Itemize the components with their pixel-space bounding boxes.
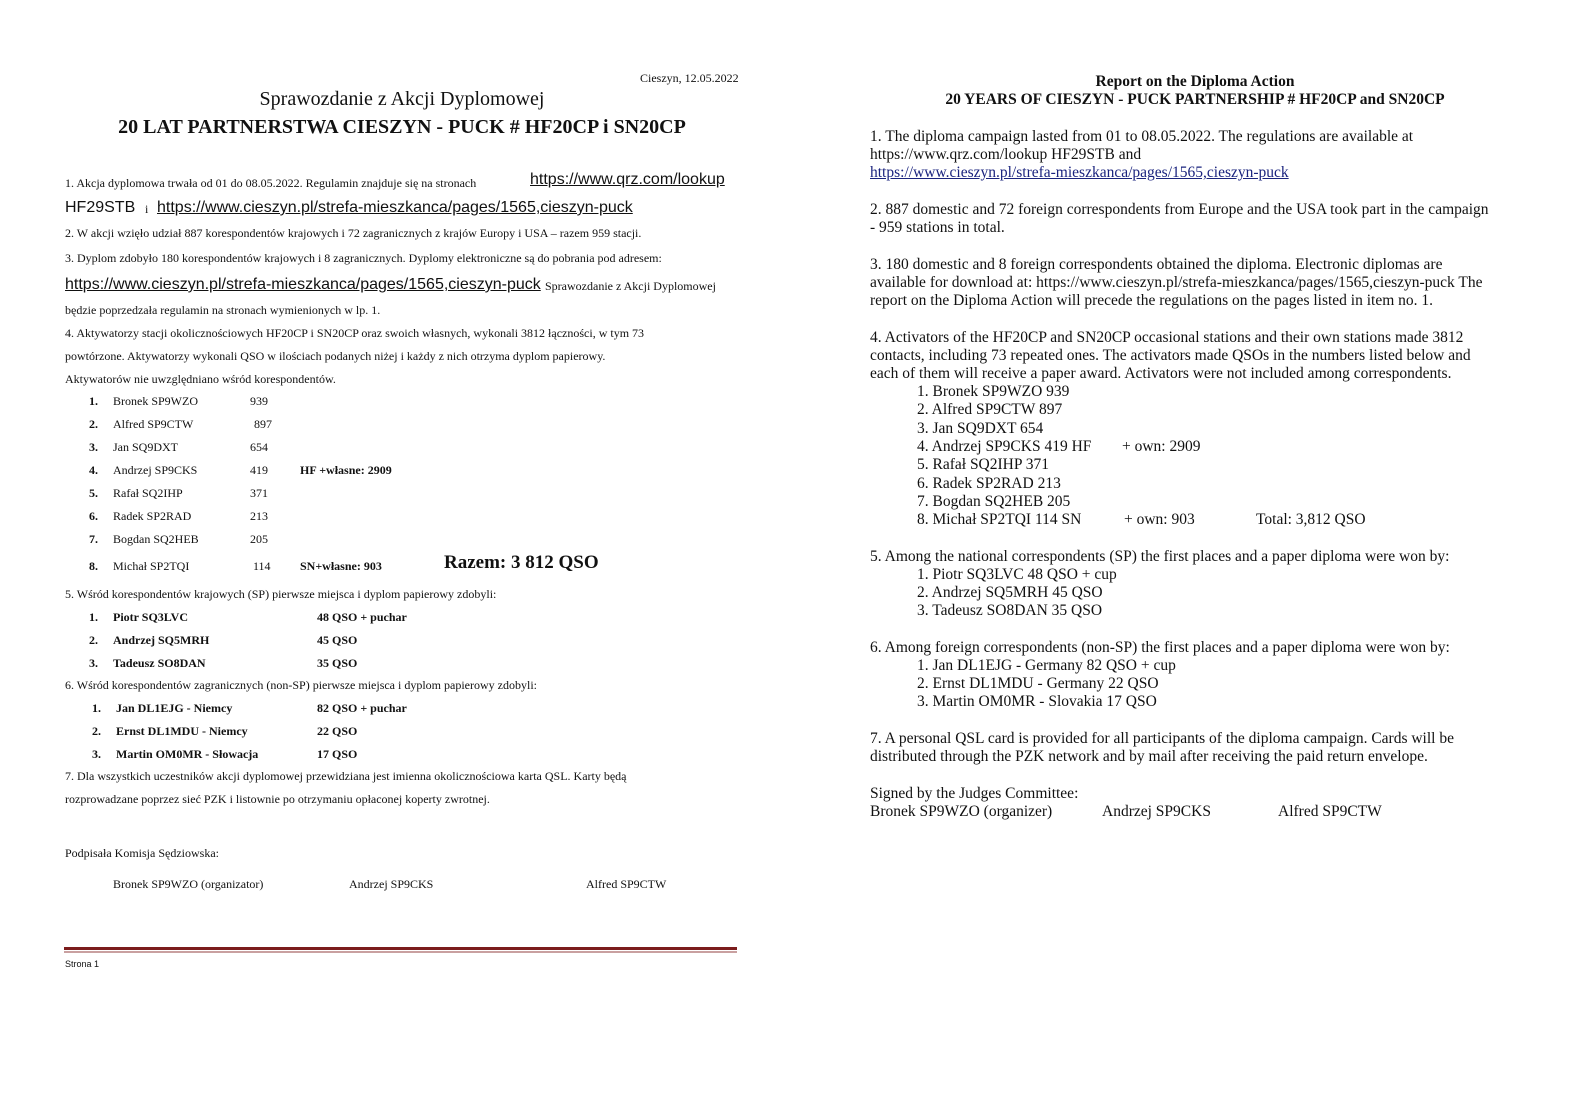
list-item-num: 3. xyxy=(89,656,98,670)
en-p1-line1: 1. The diploma campaign lasted from 01 to 08.05.2022. The regulations are available at xyxy=(870,128,1414,145)
list-item-num: 3. xyxy=(92,747,101,761)
pl-and: i xyxy=(145,202,149,216)
en-signed-by: Signed by the Judges Committee: xyxy=(870,785,1079,802)
en-cieszyn-link[interactable]: https://www.cieszyn.pl/strefa-mieszkanca/pages/1565,cieszyn-puck xyxy=(870,164,1289,181)
footer-divider-light xyxy=(64,951,737,953)
en-p3-line2: available for download at: https://www.cieszyn.pl/strefa-mieszkanca/pages/1565,cieszyn-puck The xyxy=(870,274,1483,291)
list-item: 1. Piotr SQ3LVC 48 QSO + cup xyxy=(917,566,1117,583)
pl-signature-2: Andrzej SP9CKS xyxy=(349,877,434,891)
pl-p1-text: 1. Akcja dyplomowa trwała od 01 do 08.05.2022. Regulamin znajduje się na stronach xyxy=(65,176,477,190)
pl-total-qso: Razem: 3 812 QSO xyxy=(444,552,599,573)
en-p7-line1: 7. A personal QSL card is provided for all participants of the diploma campaign. Cards will be xyxy=(870,730,1454,747)
list-item-result: 48 QSO + puchar xyxy=(317,610,407,624)
list-item-result: 17 QSO xyxy=(317,747,358,761)
page-title-en: Report on the Diploma Action xyxy=(1095,73,1295,90)
list-item-num: 2. xyxy=(92,724,101,738)
list-item-num: 7. xyxy=(89,532,98,546)
pl-callsign: HF29STB xyxy=(65,199,136,216)
list-item: 1. Bronek SP9WZO 939 xyxy=(917,383,1070,400)
list-item-note: SN+własne: 903 xyxy=(300,559,382,573)
en-signature-3: Alfred SP9CTW xyxy=(1278,803,1382,820)
list-item-num: 3. xyxy=(89,440,98,454)
list-item-result: 35 QSO xyxy=(317,656,358,670)
list-item-qso: 654 xyxy=(250,440,268,454)
list-item-num: 6. xyxy=(89,509,98,523)
list-item-name: Jan SQ9DXT xyxy=(113,440,178,454)
list-item: 6. Radek SP2RAD 213 xyxy=(917,475,1061,492)
list-item-result: 22 QSO xyxy=(317,724,358,738)
en-p4-line3: each of them will receive a paper award. Activators were not included among correspondents. xyxy=(870,365,1452,382)
list-item: 2. Ernst DL1MDU - Germany 22 QSO xyxy=(917,675,1159,692)
pl-p3-tail: Sprawozdanie z Akcji Dyplomowej xyxy=(545,279,716,293)
en-p1-line2: https://www.qrz.com/lookup HF29STB and xyxy=(870,146,1142,163)
list-item-num: 1. xyxy=(89,610,98,624)
list-item-num: 2. xyxy=(89,417,98,431)
list-item-qso: 897 xyxy=(254,417,272,431)
list-item: 1. Jan DL1EJG - Germany 82 QSO + cup xyxy=(917,657,1176,674)
page-subtitle-pl: 20 LAT PARTNERSTWA CIESZYN - PUCK # HF20CP i SN20CP xyxy=(118,116,686,138)
list-item-name: Andrzej SQ5MRH xyxy=(113,633,210,647)
list-item-name: Tadeusz SO8DAN xyxy=(113,656,206,670)
list-item-qso: 371 xyxy=(250,486,268,500)
en-signature-2: Andrzej SP9CKS xyxy=(1102,803,1211,820)
page-title-pl: Sprawozdanie z Akcji Dyplomowej xyxy=(259,88,545,110)
list-item-qso: 205 xyxy=(250,532,268,546)
pl-p4-line2: powtórzone. Aktywatorzy wykonali QSO w ilościach podanych niżej i każdy z nich otrzyma dyplom papierowy. xyxy=(65,349,606,363)
pl-p5: 5. Wśród korespondentów krajowych (SP) pierwsze miejsca i dyplom papierowy zdobyli: xyxy=(65,587,497,601)
en-p4-line2: contacts, including 73 repeated ones. The activators made QSOs in the numbers listed below and xyxy=(870,347,1471,364)
pl-p7-line1: 7. Dla wszystkich uczestników akcji dyplomowej przewidziana jest imienna okolicznościowa karta QSL. Karty będą xyxy=(65,769,627,783)
list-item-name: Rafał SQ2IHP xyxy=(113,486,183,500)
list-item: 2. Andrzej SQ5MRH 45 QSO xyxy=(917,584,1103,601)
page-subtitle-en: 20 YEARS OF CIESZYN - PUCK PARTNERSHIP # HF20CP and SN20CP xyxy=(945,91,1445,108)
list-item-qso: 213 xyxy=(250,509,268,523)
pl-qrz-link[interactable]: https://www.qrz.com/lookup xyxy=(530,171,725,188)
en-p2-line1: 2. 887 domestic and 72 foreign correspondents from Europe and the USA took part in the campaign xyxy=(870,201,1489,218)
list-item-name: Andrzej SP9CKS xyxy=(113,463,198,477)
list-item-name: Jan DL1EJG - Niemcy xyxy=(116,701,233,715)
pl-p2: 2. W akcji wzięło udział 887 korespondentów krajowych i 72 zagranicznych z krajów Europy i USA – razem 959 stacji. xyxy=(65,226,642,240)
list-item: 2. Alfred SP9CTW 897 xyxy=(917,401,1063,418)
list-item-name: Radek SP2RAD xyxy=(113,509,192,523)
list-item-qso: 114 xyxy=(253,559,271,573)
list-item: 7. Bogdan SQ2HEB 205 xyxy=(917,493,1071,510)
en-p3-line1: 3. 180 domestic and 8 foreign correspondents obtained the diploma. Electronic diplomas are xyxy=(870,256,1443,273)
list-item-name: Piotr SQ3LVC xyxy=(113,610,189,624)
en-signature-1: Bronek SP9WZO (organizer) xyxy=(870,803,1053,820)
pl-p3-text: 3. Dyplom zdobyło 180 korespondentów krajowych i 8 zagranicznych. Dyplomy elektroniczne są do pobrania pod adresem: xyxy=(65,251,662,265)
list-item: 4. Andrzej SP9CKS 419 HF xyxy=(917,438,1092,455)
en-p5: 5. Among the national correspondents (SP) the first places and a paper diploma were won by: xyxy=(870,548,1450,565)
pl-cieszyn-link[interactable]: https://www.cieszyn.pl/strefa-mieszkanca/pages/1565,cieszyn-puck xyxy=(157,199,633,216)
list-item: 3. Tadeusz SO8DAN 35 QSO xyxy=(917,602,1103,619)
list-item-result: 45 QSO xyxy=(317,633,358,647)
en-p4-line1: 4. Activators of the HF20CP and SN20CP occasional stations and their own stations made 3812 xyxy=(870,329,1464,346)
list-item-note: HF +własne: 2909 xyxy=(300,463,392,477)
pl-p4-line3: Aktywatorów nie uwzględniano wśród korespondentów. xyxy=(65,372,336,386)
list-item: 8. Michał SP2TQI 114 SN xyxy=(917,511,1082,528)
page-number: Strona 1 xyxy=(65,959,100,969)
list-item-name: Bogdan SQ2HEB xyxy=(113,532,199,546)
en-p6: 6. Among foreign correspondents (non-SP) the first places and a paper diploma were won by: xyxy=(870,639,1450,656)
list-item: 5. Rafał SQ2IHP 371 xyxy=(917,456,1050,473)
pl-signed-by: Podpisała Komisja Sędziowska: xyxy=(65,846,219,860)
pl-download-link[interactable]: https://www.cieszyn.pl/strefa-mieszkanca/pages/1565,cieszyn-puck xyxy=(65,276,541,293)
list-item-name: Bronek SP9WZO xyxy=(113,394,198,408)
list-item-note: + own: 2909 xyxy=(1122,438,1201,455)
list-item-num: 1. xyxy=(92,701,101,715)
list-item-qso: 419 xyxy=(250,463,268,477)
en-total-qso: Total: 3,812 QSO xyxy=(1256,511,1366,528)
pl-signature-3: Alfred SP9CTW xyxy=(586,877,667,891)
list-item-name: Martin OM0MR - Słowacja xyxy=(116,747,259,761)
pl-signature-1: Bronek SP9WZO (organizator) xyxy=(113,877,264,891)
list-item: 3. Martin OM0MR - Slovakia 17 QSO xyxy=(917,693,1157,710)
pl-p3-line3: będzie poprzedzała regulamin na stronach wymienionych w lp. 1. xyxy=(65,303,381,317)
list-item-qso: 939 xyxy=(250,394,268,408)
list-item-name: Ernst DL1MDU - Niemcy xyxy=(116,724,248,738)
report-date: Cieszyn, 12.05.2022 xyxy=(640,71,739,85)
list-item-name: Alfred SP9CTW xyxy=(113,417,194,431)
list-item-note: + own: 903 xyxy=(1124,511,1195,528)
list-item-name: Michał SP2TQI xyxy=(113,559,190,573)
en-p3-line3: report on the Diploma Action will precede the regulations on the pages listed in item no. 1. xyxy=(870,292,1434,309)
pl-p4-line1: 4. Aktywatorzy stacji okolicznościowych HF20CP i SN20CP oraz swoich własnych, wykonali 3812 łączności, w tym 73 xyxy=(65,326,645,340)
list-item-num: 2. xyxy=(89,633,98,647)
pl-p6: 6. Wśród korespondentów zagranicznych (non-SP) pierwsze miejsca i dyplom papierowy zdobyli: xyxy=(65,678,537,692)
list-item: 3. Jan SQ9DXT 654 xyxy=(917,420,1044,437)
en-p7-line2: distributed through the PZK network and by mail after receiving the paid return envelope. xyxy=(870,748,1428,765)
list-item-result: 82 QSO + puchar xyxy=(317,701,407,715)
list-item-num: 8. xyxy=(89,559,98,573)
en-p2-line2: - 959 stations in total. xyxy=(870,219,1005,236)
list-item-num: 4. xyxy=(89,463,98,477)
list-item-num: 1. xyxy=(89,394,98,408)
pl-p7-line2: rozprowadzane poprzez sieć PZK i listownie po otrzymaniu opłaconej koperty zwrotnej. xyxy=(65,792,490,806)
list-item-num: 5. xyxy=(89,486,98,500)
footer-divider xyxy=(64,947,737,950)
